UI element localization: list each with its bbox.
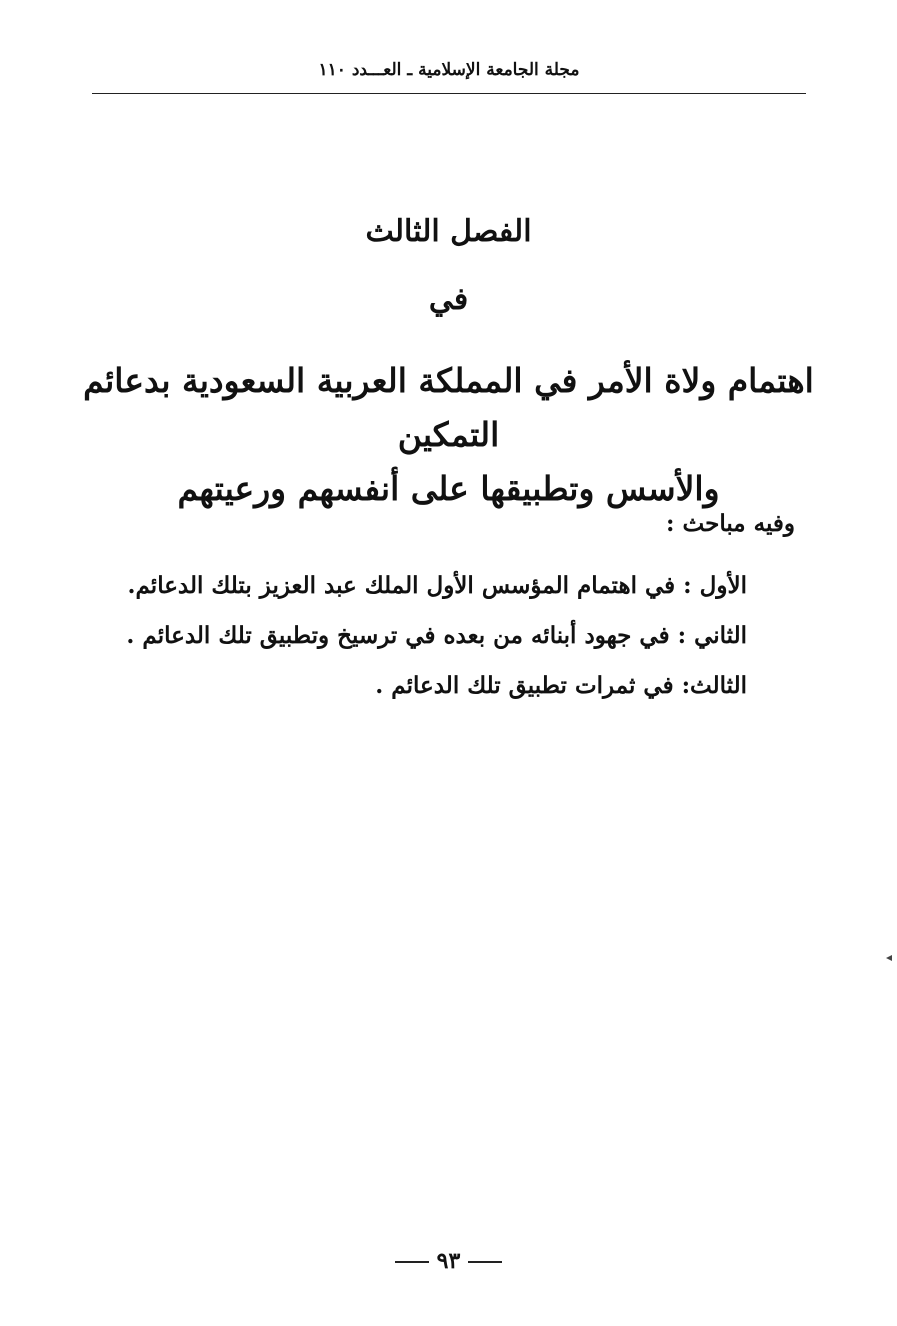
chapter-preposition: في <box>428 282 469 317</box>
chapter-title-line-2: والأسس وتطبيقها على أنفسهم ورعيتهم <box>177 469 720 508</box>
section-item-first <box>127 572 747 622</box>
header-rule <box>92 93 806 94</box>
sections-list <box>127 572 747 722</box>
page-number-dash-right <box>468 1261 502 1263</box>
page-number-dash-left <box>395 1261 429 1263</box>
chapter-title <box>80 354 817 516</box>
section-label: الثاني : <box>677 622 747 649</box>
scan-mark <box>886 955 892 961</box>
chapter-heading: الفصل الثالث <box>365 214 532 249</box>
section-label: الثالث: <box>681 672 747 699</box>
running-header: مجلة الجامعة الإسلامية ـ العـــدد ١١٠ <box>318 60 580 80</box>
section-text: في جهود أبنائه من بعده في ترسيخ وتطبيق تلك الدعائم . <box>126 622 670 649</box>
section-item-second <box>127 622 747 672</box>
sections-intro: وفيه مباحث : <box>666 510 795 537</box>
section-text: في ثمرات تطبيق تلك الدعائم . <box>375 672 674 699</box>
chapter-title-line-1: اهتمام ولاة الأمر في المملكة العربية السعودية بدعائم التمكين <box>83 361 814 454</box>
page-number-value: ٩٣ <box>436 1248 461 1274</box>
section-text: في اهتمام المؤسس الأول الملك عبد العزيز بتلك الدعائم. <box>127 572 676 599</box>
section-item-third <box>127 672 747 722</box>
page-number <box>0 1248 897 1274</box>
section-label: الأول : <box>683 572 747 599</box>
